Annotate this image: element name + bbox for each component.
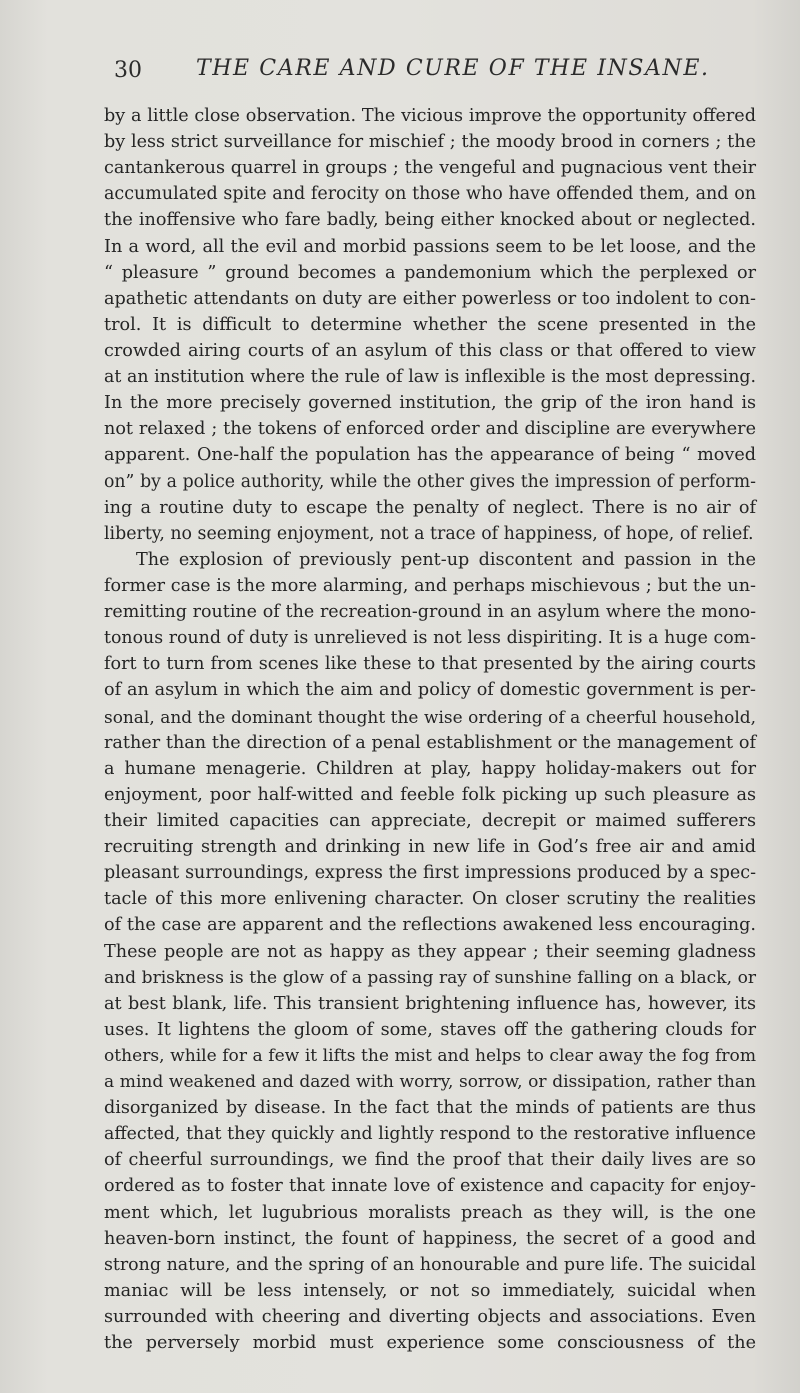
- text-line: These people are not as happy as they appear ; their seeming gladness: [104, 941, 756, 962]
- text-line: a humane menagerie. Children at play, happy holiday-makers out for: [104, 758, 756, 779]
- text-line: cantankerous quarrel in groups ; the vengeful and pugnacious vent their: [104, 158, 756, 179]
- text-line: heaven-born instinct, the fount of happiness, the secret of a good and: [104, 1228, 756, 1249]
- page-header: [114, 52, 710, 88]
- text-line: In the more precisely governed institution, the grip of the iron hand is: [104, 393, 756, 414]
- text-line: at an institution where the rule of law is inflexible is the most depressing.: [104, 367, 756, 388]
- text-line: the perversely morbid must experience some consciousness of the: [104, 1333, 756, 1354]
- text-line: at best blank, life. This transient brightening influence has, however, its: [104, 993, 756, 1014]
- text-line: “ pleasure ” ground becomes a pandemonium which the perplexed or: [104, 262, 756, 283]
- text-line: maniac will be less intensely, or not so immediately, suicidal when: [104, 1280, 756, 1301]
- text-line: ordered as to foster that innate love of existence and capacity for enjoy-: [104, 1176, 756, 1197]
- text-line: and briskness is the glow of a passing ray of sunshine falling on a black, or: [104, 967, 756, 988]
- text-line: uses. It lightens the gloom of some, staves off the gathering clouds for: [104, 1019, 756, 1040]
- text-line: apparent. One-half the population has the appearance of being “ moved: [104, 445, 756, 466]
- text-line: of cheerful surroundings, we find the proof that their daily lives are so: [104, 1150, 756, 1171]
- text-line: fort to turn from scenes like these to that presented by the airing courts: [104, 654, 756, 675]
- text-line: apathetic attendants on duty are either powerless or too indolent to con-: [104, 288, 756, 309]
- text-line: pleasant surroundings, express the first impressions produced by a spec-: [104, 863, 756, 884]
- text-line: crowded airing courts of an asylum of this class or that offered to view: [104, 340, 756, 361]
- text-line: on” by a police authority, while the other gives the impression of perform-: [104, 471, 756, 492]
- text-line: of the case are apparent and the reflections awakened less encouraging.: [104, 915, 756, 936]
- text-line: liberty, no seeming enjoyment, not a trace of happiness, of hope, of relief.: [104, 523, 754, 544]
- text-line: others, while for a few it lifts the mist and helps to clear away the fog from: [104, 1045, 756, 1066]
- text-line: ing a routine duty to escape the penalty of neglect. There is no air of: [104, 497, 756, 518]
- text-line: ment which, let lugubrious moralists preach as they will, is the one: [104, 1202, 756, 1223]
- page-number: 30: [114, 58, 142, 83]
- running-title: THE CARE AND CURE OF THE INSANE.: [196, 56, 710, 81]
- text-line: sonal, and the dominant thought the wise ordering of a cheerful household,: [104, 706, 756, 727]
- text-line: trol. It is difficult to determine whether the scene presented in the: [104, 314, 756, 335]
- text-line: by less strict surveillance for mischief ; the moody brood in corners ; the: [104, 132, 756, 153]
- text-line: tonous round of duty is unrelieved is not less dispiriting. It is a huge com-: [104, 628, 756, 649]
- text-line: not relaxed ; the tokens of enforced order and discipline are everywhere: [104, 419, 756, 440]
- text-line: their limited capacities can appreciate, decrepit or maimed sufferers: [104, 810, 756, 831]
- text-line: by a little close observation. The vicious improve the opportunity offered: [104, 106, 756, 126]
- text-line: disorganized by disease. In the fact that the minds of patients are thus: [104, 1098, 756, 1119]
- text-line: The explosion of previously pent-up discontent and passion in the: [136, 549, 756, 570]
- text-line: remitting routine of the recreation-ground in an asylum where the mono-: [104, 602, 756, 623]
- text-line: enjoyment, poor half-witted and feeble folk picking up such pleasure as: [104, 784, 756, 805]
- text-line: affected, that they quickly and lightly respond to the restorative influence: [104, 1124, 756, 1145]
- text-line: tacle of this more enlivening character. On closer scrutiny the realities: [104, 889, 756, 910]
- text-line: former case is the more alarming, and perhaps mischievous ; but the un-: [104, 575, 756, 596]
- text-line: accumulated spite and ferocity on those who have offended them, and on: [104, 184, 756, 205]
- text-line: strong nature, and the spring of an honourable and pure life. The suicidal: [104, 1254, 756, 1275]
- text-line: a mind weakened and dazed with worry, sorrow, or dissipation, rather than: [104, 1072, 756, 1093]
- text-line: the inoffensive who fare badly, being either knocked about or neglected.: [104, 210, 756, 231]
- text-line: In a word, all the evil and morbid passions seem to be let loose, and the: [104, 236, 756, 257]
- text-line: recruiting strength and drinking in new life in God’s free air and amid: [104, 837, 756, 858]
- text-line: rather than the direction of a penal establishment or the management of: [104, 732, 756, 753]
- text-line: of an asylum in which the aim and policy of domestic government is per-: [104, 680, 756, 701]
- body-text: [104, 103, 756, 1356]
- text-line: surrounded with cheering and diverting objects and associations. Even: [104, 1307, 756, 1328]
